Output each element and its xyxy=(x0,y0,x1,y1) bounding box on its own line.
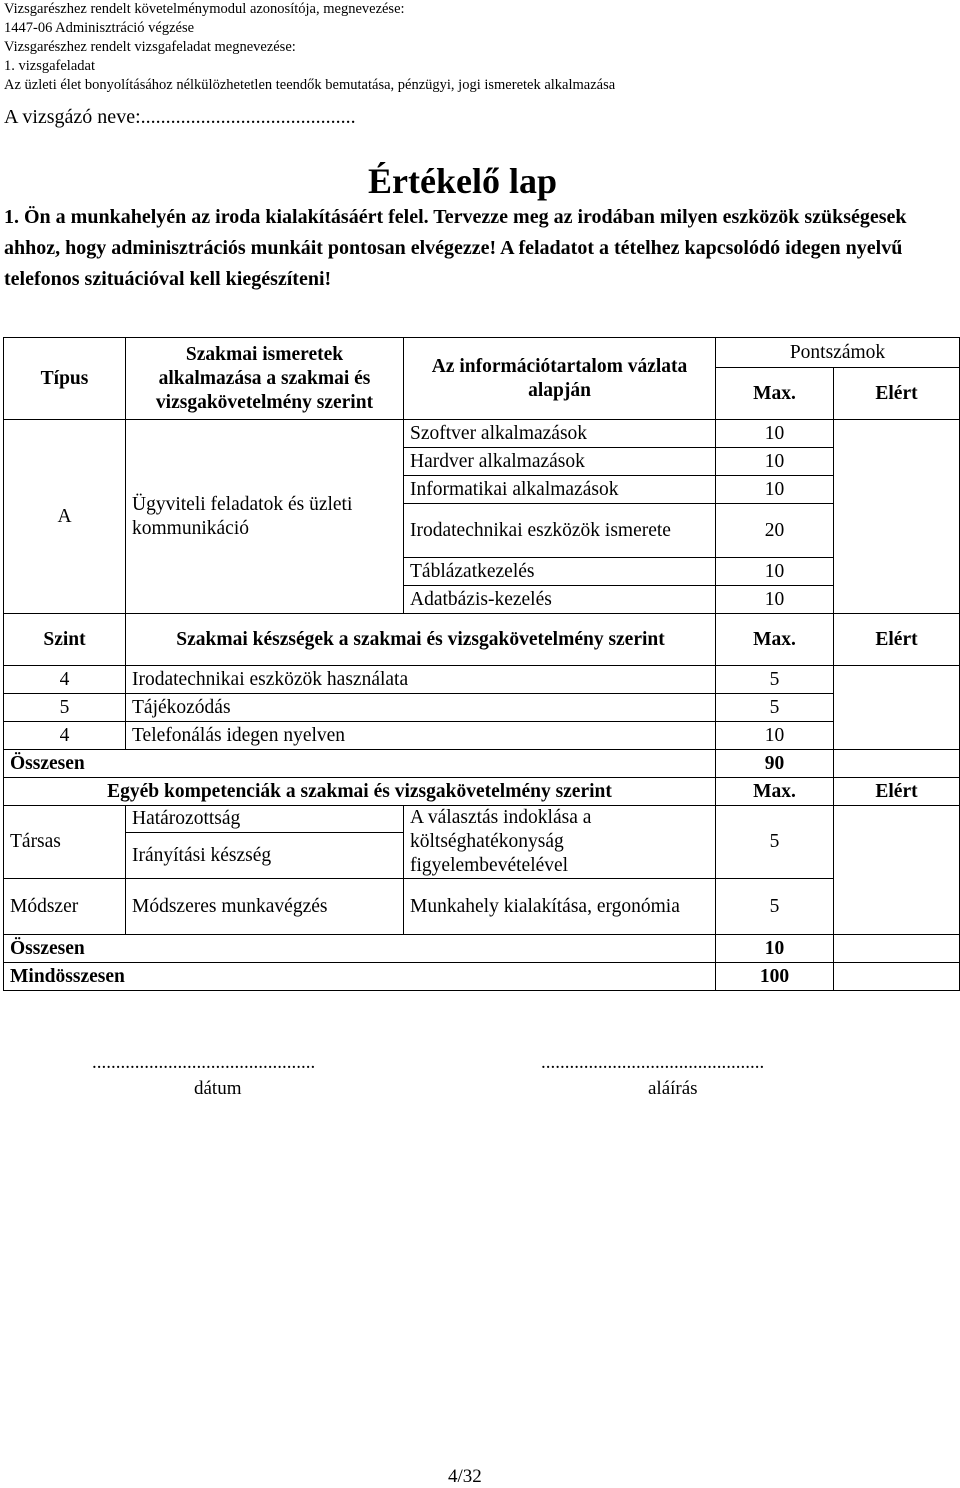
col-header-szint: Szint xyxy=(4,614,126,666)
item-label: Adatbázis-kezelés xyxy=(404,586,716,614)
col-header-max: Max. xyxy=(716,368,834,420)
skill-max: 10 xyxy=(716,722,834,750)
skill-label: Telefonálás idegen nyelven xyxy=(126,722,716,750)
type-a-cell: A xyxy=(4,420,126,614)
item-label: Informatikai alkalmazások xyxy=(404,476,716,504)
date-line: ............................................... xyxy=(92,1052,316,1073)
col-header-elert: Elért xyxy=(834,368,960,420)
skill-level: 4 xyxy=(4,666,126,694)
date-label: dátum xyxy=(194,1078,242,1099)
signature-line: ............................................... xyxy=(541,1052,765,1073)
signature-label: aláírás xyxy=(648,1078,698,1099)
total-label: Mindösszesen xyxy=(4,963,716,991)
header-module-label: Vizsgarészhez rendelt követelménymodul azonosítója, megnevezése: xyxy=(4,1,405,17)
col-header-pontszamok: Pontszámok xyxy=(716,338,960,368)
skill-level: 5 xyxy=(4,694,126,722)
item-max: 20 xyxy=(716,504,834,558)
area-cell: Ügyviteli feladatok és üzleti kommunikáció xyxy=(126,420,404,614)
modszer-item: Módszeres munkavégzés xyxy=(126,879,404,935)
item-label: Irodatechnikai eszközök ismerete xyxy=(404,504,716,558)
col-header-szakmai: Szakmai ismeretek alkalmazása a szakmai és vizsgakövetelmény szerint xyxy=(126,338,404,420)
subtotal-label: Összesen xyxy=(4,935,716,963)
skills-elert-header: Elért xyxy=(834,614,960,666)
modszer-description: Munkahely kialakítása, ergonómia xyxy=(404,879,716,935)
tarsas-max: 5 xyxy=(716,806,834,879)
tarsas-cell: Társas xyxy=(4,806,126,879)
page-title: Értékelő lap xyxy=(368,161,557,201)
candidate-name-field: A vizsgázó neve:........................................... xyxy=(4,106,356,128)
header-task-number: 1. vizsgafeladat xyxy=(4,58,95,74)
total-value: 100 xyxy=(716,963,834,991)
header-task-label: Vizsgarészhez rendelt vizsgafeladat megnevezése: xyxy=(4,39,296,55)
subtotal-value: 90 xyxy=(716,750,834,778)
item-label: Hardver alkalmazások xyxy=(404,448,716,476)
skills-header: Szakmai készségek a szakmai és vizsgakövetelmény szerint xyxy=(126,614,716,666)
tarsas-item: Irányítási készség xyxy=(126,833,404,879)
modszer-max: 5 xyxy=(716,879,834,935)
evaluation-table xyxy=(3,337,960,991)
item-max: 10 xyxy=(716,420,834,448)
elert-cell xyxy=(834,420,960,614)
other-max-header: Max. xyxy=(716,778,834,806)
subtotal-elert xyxy=(834,750,960,778)
tarsas-description: A választás indoklása a költséghatékonyság figyelembevételével xyxy=(404,806,716,879)
skill-max: 5 xyxy=(716,666,834,694)
task-description: 1. Ön a munkahelyén az iroda kialakításáért felel. Tervezze meg az irodában milyen eszközök szükségesek ahhoz, hogy adminisztrációs munkáit pontosan elvégezze! A feladatot a tételhez kapcsolódó idegen nyelvű telefonos szituációval kell kiegészíteni! xyxy=(4,206,907,290)
skills-elert-cell xyxy=(834,666,960,750)
item-label: Táblázatkezelés xyxy=(404,558,716,586)
other-elert-header: Elért xyxy=(834,778,960,806)
item-max: 10 xyxy=(716,448,834,476)
modszer-cell: Módszer xyxy=(4,879,126,935)
skills-max-header: Max. xyxy=(716,614,834,666)
tarsas-item: Határozottság xyxy=(126,806,404,833)
other-competencies-header: Egyéb kompetenciák a szakmai és vizsgakövetelmény szerint xyxy=(4,778,716,806)
item-max: 10 xyxy=(716,476,834,504)
skill-level: 4 xyxy=(4,722,126,750)
item-max: 10 xyxy=(716,586,834,614)
col-header-info: Az információtartalom vázlata alapján xyxy=(404,338,716,420)
item-max: 10 xyxy=(716,558,834,586)
subtotal-value: 10 xyxy=(716,935,834,963)
col-header-tipus: Típus xyxy=(4,338,126,420)
competency-elert-cell xyxy=(834,806,960,935)
subtotal-elert xyxy=(834,935,960,963)
item-label: Szoftver alkalmazások xyxy=(404,420,716,448)
subtotal-label: Összesen xyxy=(4,750,716,778)
skill-label: Irodatechnikai eszközök használata xyxy=(126,666,716,694)
header-task-name: Az üzleti élet bonyolításához nélkülözhetetlen teendők bemutatása, pénzügyi, jogi ismeretek alkalmazása xyxy=(4,77,616,93)
header-module-name: 1447-06 Adminisztráció végzése xyxy=(4,20,195,36)
total-elert xyxy=(834,963,960,991)
page-number: 4/32 xyxy=(448,1466,482,1487)
skill-max: 5 xyxy=(716,694,834,722)
skill-label: Tájékozódás xyxy=(126,694,716,722)
